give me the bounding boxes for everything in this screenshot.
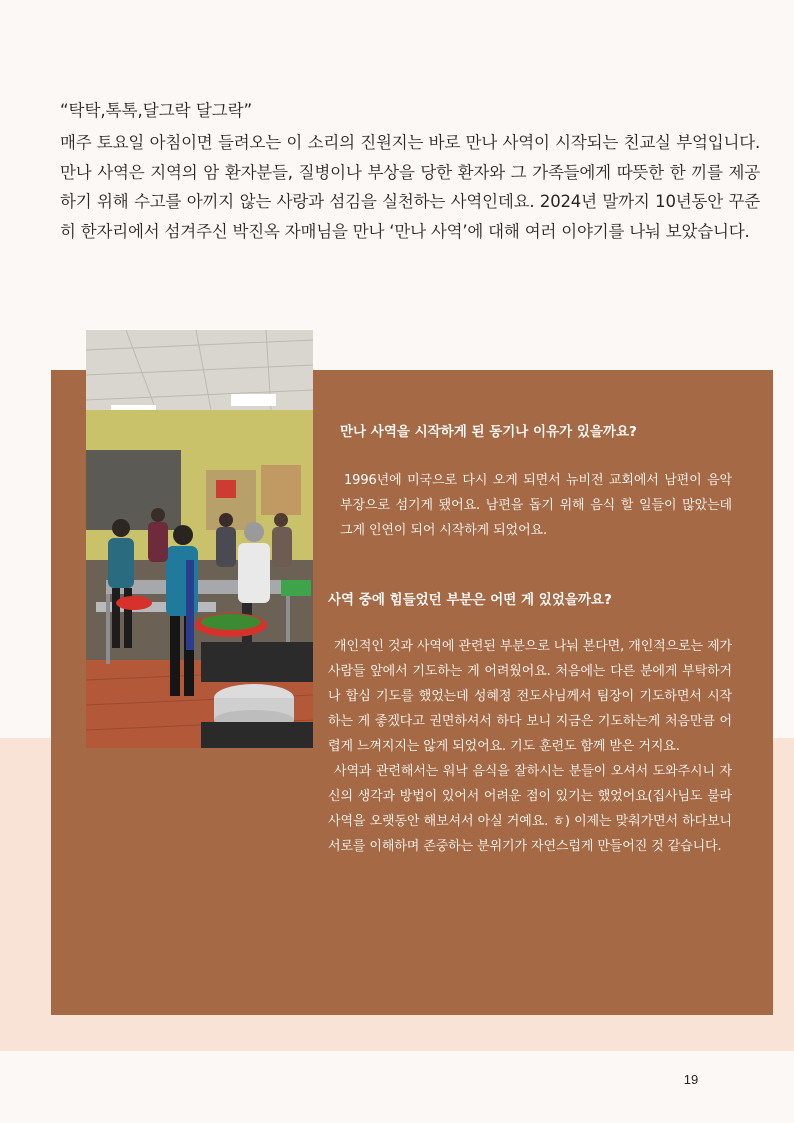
page-number: 19: [683, 1072, 699, 1087]
intro-section: [60, 98, 760, 246]
answer-2a: 개인적인 것과 사역에 관련된 부분으로 나눠 본다면, 개인적으로는 제가 사람들 앞에서 기도하는 게 어려웠어요. 처음에는 다른 분에게 부탁하거나 합심 기도를 했었는데 성혜정 전도사님께서 팀장이 기도하면서 시작하는 게 좋겠다고 권면하셔서 하다 보니 지금은 기도하는게 처음만큼 어렵게 느껴지지는 않게 되었어요. 기도 훈련도 함께 받은 거지요.: [328, 639, 732, 754]
kitchen-photo: [86, 330, 313, 748]
answer-2b: 사역과 관련해서는 워낙 음식을 잘하시는 분들이 오셔서 도와주시니 자신의 생각과 방법이 있어서 어려운 점이 있기는 했었어요(집사님도 불라 사역을 오랫동안 해보셔서 아실 거예요. ㅎ) 이제는 맞춰가면서 하다보니 서로를 이해하며 존중하는 분위기가 자연스럽게 만들어진 것 같습니다.: [328, 764, 732, 854]
intro-quote: “탁탁,톡톡,달그락 달그락”: [60, 101, 253, 120]
qa-block-1: [340, 422, 732, 543]
answer-1: 1996년에 미국으로 다시 오게 되면서 뉴비전 교회에서 남편이 음악부장으로 섬기게 됐어요. 남편을 돕기 위해 음식 할 일들이 많았는데 그게 인연이 되어 시작하게 되었어요.: [340, 473, 732, 538]
question-2: 사역 중에 힘들었던 부분은 어떤 게 있었을까요?: [328, 592, 612, 608]
qa-block-2: [328, 590, 732, 859]
question-1: 만나 사역을 시작하게 된 동기나 이유가 있을까요?: [340, 424, 637, 440]
kitchen-photo-illustration: [86, 330, 313, 748]
intro-paragraph: 매주 토요일 아침이면 들려오는 이 소리의 진원지는 바로 만나 사역이 시작되는 친교실 부엌입니다. 만나 사역은 지역의 암 환자분들, 질병이나 부상을 당한 환자와 그 가족들에게 따뜻한 한 끼를 제공하기 위해 수고를 아끼지 않는 사랑과 섬김을 실천하는 사역인데요. 2024년 말까지 10년동안 꾸준히 한자리에서 섬겨주신 박진옥 자매님을 만나 ‘만나 사역’에 대해 여러 이야기를 나눠 보았습니다.: [60, 133, 760, 241]
